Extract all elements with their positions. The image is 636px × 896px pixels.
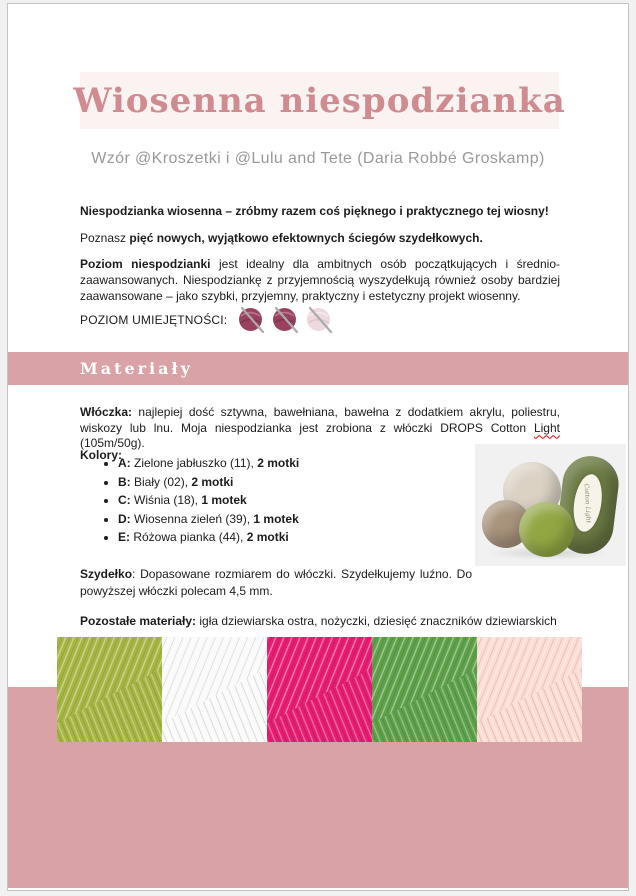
color-name: Zielone jabłuszko (11), bbox=[130, 456, 258, 470]
color-list-item bbox=[118, 528, 480, 547]
intro-p3-rest: jest idealny dla ambitnych osób początkujących i średnio-zaawansowanych. Niespodziankę z przyjemnością wyszydełkują również osoby bardziej zaawansowane – jako szybki, przyjemny, praktyczny i estetyczny projekt wiosenny. bbox=[80, 257, 560, 303]
color-qty: 2 motki bbox=[257, 456, 300, 470]
yarn-misspelled-word: Light bbox=[533, 420, 560, 435]
yarn-label: Włóczka: bbox=[80, 405, 133, 419]
intro-p3-bold: Poziom niespodzianki bbox=[80, 257, 211, 271]
other-materials-text: igła dziewiarska ostra, nożyczki, dziesięć znaczników dziewiarskich bbox=[196, 614, 557, 628]
hook-label: Szydełko bbox=[80, 567, 133, 581]
color-letter: E: bbox=[118, 530, 130, 545]
color-name: Różowa pianka (44), bbox=[130, 530, 247, 545]
yarn-skein-label bbox=[570, 472, 606, 534]
yarn-swatch-bialy bbox=[162, 637, 267, 742]
page-title: Wiosenna niespodzianka bbox=[73, 80, 566, 121]
yarn-swatch-wiosenna-zielen bbox=[372, 637, 477, 742]
other-materials-paragraph bbox=[80, 613, 560, 629]
intro-p2-lead: Poznasz bbox=[80, 231, 130, 245]
color-qty: 1 motek bbox=[253, 511, 299, 526]
yarn-skein-label-text: Cotton Light bbox=[583, 482, 593, 523]
color-list-item bbox=[118, 491, 480, 510]
hook-paragraph bbox=[80, 566, 472, 599]
intro-paragraph-1: Niespodzianka wiosenna – zróbmy razem coś pięknego i praktycznego tej wiosny! bbox=[80, 204, 549, 218]
intro-paragraph-3 bbox=[80, 256, 560, 304]
color-list-item bbox=[118, 454, 480, 473]
color-name: Wiśnia (18), bbox=[130, 493, 202, 508]
color-qty: 2 motki bbox=[246, 530, 289, 545]
color-qty: 1 motek bbox=[201, 493, 247, 508]
yarn-text-1: najlepiej dość sztywna, bawełniana, bawełna z dodatkiem akrylu, poliestru, wiskozy lub lnu. Moja niespodzianka jest zrobiona z włóczki DROPS Cotton bbox=[80, 405, 560, 435]
yarn-swatch-rozowa-pianka bbox=[477, 637, 582, 742]
hook-text: : Dopasowane rozmiarem do włóczki. Szydełkujemy luźno. Do powyższej włóczki polecam 4,5 mm. bbox=[80, 567, 472, 598]
yarn-ball-icon bbox=[271, 304, 300, 335]
yarn-ball-icon bbox=[305, 304, 334, 335]
title-banner bbox=[73, 72, 566, 129]
intro-paragraph-2 bbox=[80, 230, 560, 246]
yarn-swatch-zielone-jabluszko bbox=[57, 637, 162, 742]
color-list-item bbox=[118, 510, 480, 529]
color-name: Biały (02), bbox=[130, 474, 192, 489]
intro-p2-bold: pięć nowych, wyjątkowo efektownych ściegów szydełkowych. bbox=[129, 231, 483, 245]
color-qty: 2 motki bbox=[191, 474, 234, 489]
skill-level-label: POZIOM UMIEJĘTNOŚCI: bbox=[80, 312, 228, 327]
colors-label: Kolory: bbox=[80, 448, 122, 462]
yarn-ball-green bbox=[519, 502, 574, 557]
document-page bbox=[7, 3, 629, 891]
color-list bbox=[80, 454, 480, 547]
color-letter: D: bbox=[118, 511, 131, 526]
color-letter: B: bbox=[118, 474, 131, 489]
section-header-materialy bbox=[8, 352, 628, 385]
color-letter: C: bbox=[118, 493, 131, 508]
color-letter: A: bbox=[118, 456, 131, 470]
other-materials-label: Pozostałe materiały: bbox=[80, 614, 197, 628]
yarn-swatch-strip bbox=[57, 637, 582, 742]
yarn-photo bbox=[475, 444, 626, 566]
color-name: Wiosenna zieleń (39), bbox=[130, 511, 254, 526]
yarn-swatch-wisnia bbox=[267, 637, 372, 742]
skill-level-row bbox=[80, 304, 339, 335]
section-header-label: Materiały bbox=[80, 359, 193, 378]
pattern-credit: Wzór @Kroszetki i @Lulu and Tete (Daria Robbé Groskamp) bbox=[91, 150, 545, 167]
yarn-text-2: (105m/50g). bbox=[80, 436, 145, 450]
yarn-ball-icon bbox=[237, 304, 266, 335]
color-list-item bbox=[118, 473, 480, 492]
